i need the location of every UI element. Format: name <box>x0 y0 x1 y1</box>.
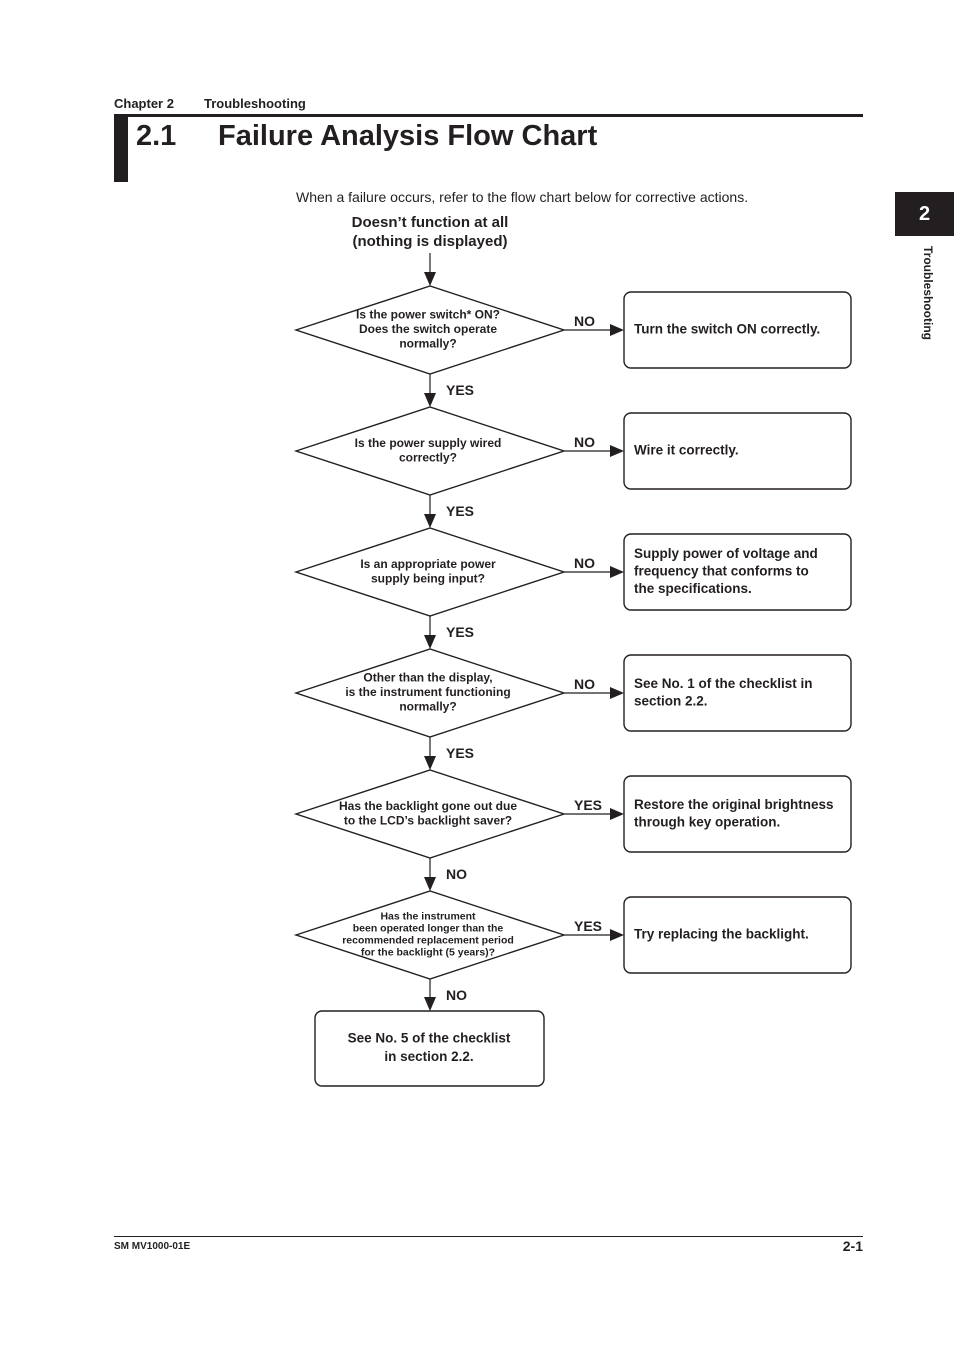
decision-question: Has the instrument <box>380 910 476 923</box>
action-text: Try replacing the backlight. <box>634 926 809 942</box>
decision-question: Does the switch operate <box>358 322 498 337</box>
decision-question: Is an appropriate power <box>360 556 496 571</box>
decision-question: to the LCD’s backlight saver? <box>343 813 513 828</box>
decision-question: Is the power switch* ON? <box>355 307 501 322</box>
action-text: Turn the switch ON correctly. <box>634 321 821 337</box>
next-label: YES <box>446 503 475 519</box>
action-text: Restore the original brightness <box>634 796 834 812</box>
decision-question: normally? <box>399 699 457 714</box>
flow-arrow-head <box>424 393 436 407</box>
branch-arrow-head <box>610 929 624 941</box>
branch-arrow-head <box>610 566 624 578</box>
decision-question: Has the backlight gone out due <box>338 798 518 813</box>
page-number: 2-1 <box>842 1238 863 1254</box>
flow-arrow-head <box>424 756 436 770</box>
action-text: through key operation. <box>634 814 781 830</box>
branch-label: NO <box>574 313 595 329</box>
branch-arrow-head <box>610 445 624 457</box>
branch-arrow-head <box>610 808 624 820</box>
intro-text: When a failure occurs, refer to the flow chart below for corrective actions. <box>296 189 749 205</box>
decision-question: normally? <box>399 336 457 351</box>
chapter-label: Chapter 2 <box>114 96 174 111</box>
decision-question: is the instrument functioning <box>345 685 511 700</box>
page-title: Failure Analysis Flow Chart <box>218 120 598 152</box>
start-label: Doesn’t function at all <box>351 213 509 231</box>
branch-label: YES <box>574 797 603 813</box>
flow-arrow-head <box>424 635 436 649</box>
action-text: frequency that conforms to <box>634 563 809 579</box>
manual-code: SM MV1000-01E <box>114 1241 191 1252</box>
decision-question: supply being input? <box>371 571 485 586</box>
chapter-title: Troubleshooting <box>204 96 306 111</box>
footer-rule <box>114 1236 863 1237</box>
start-label: (nothing is displayed) <box>352 232 508 250</box>
action-text: Supply power of voltage and <box>634 546 818 562</box>
start-arrow-head <box>424 272 436 286</box>
decision-question: been operated longer than the <box>352 922 504 935</box>
end-text: in section 2.2. <box>384 1048 474 1064</box>
flow-arrow-head <box>424 514 436 528</box>
decision-question: recommended replacement period <box>342 934 514 947</box>
next-label: YES <box>446 382 475 398</box>
action-text: the specifications. <box>634 581 752 597</box>
branch-label: NO <box>574 434 595 450</box>
branch-label: NO <box>574 676 595 692</box>
branch-arrow-head <box>610 324 624 336</box>
chapter-tab-number: 2 <box>918 202 931 225</box>
decision-question: for the backlight (5 years)? <box>360 946 496 959</box>
chapter-tab-label: Troubleshooting <box>921 246 935 340</box>
action-text: section 2.2. <box>634 693 708 709</box>
decision-question: Is the power supply wired <box>354 435 502 450</box>
decision-question: Other than the display, <box>363 670 493 685</box>
section-number: 2.1 <box>136 120 177 152</box>
flow-arrow-head <box>424 997 436 1011</box>
decision-question: correctly? <box>398 450 458 465</box>
next-label: YES <box>446 624 475 640</box>
branch-arrow-head <box>610 687 624 699</box>
action-text: Wire it correctly. <box>634 442 739 458</box>
next-label: YES <box>446 745 475 761</box>
next-label: NO <box>446 866 467 882</box>
action-text: See No. 1 of the checklist in <box>634 675 813 691</box>
branch-label: NO <box>574 555 595 571</box>
next-label: NO <box>446 987 467 1003</box>
flow-arrow-head <box>424 877 436 891</box>
end-text: See No. 5 of the checklist <box>347 1030 511 1046</box>
branch-label: YES <box>574 918 603 934</box>
